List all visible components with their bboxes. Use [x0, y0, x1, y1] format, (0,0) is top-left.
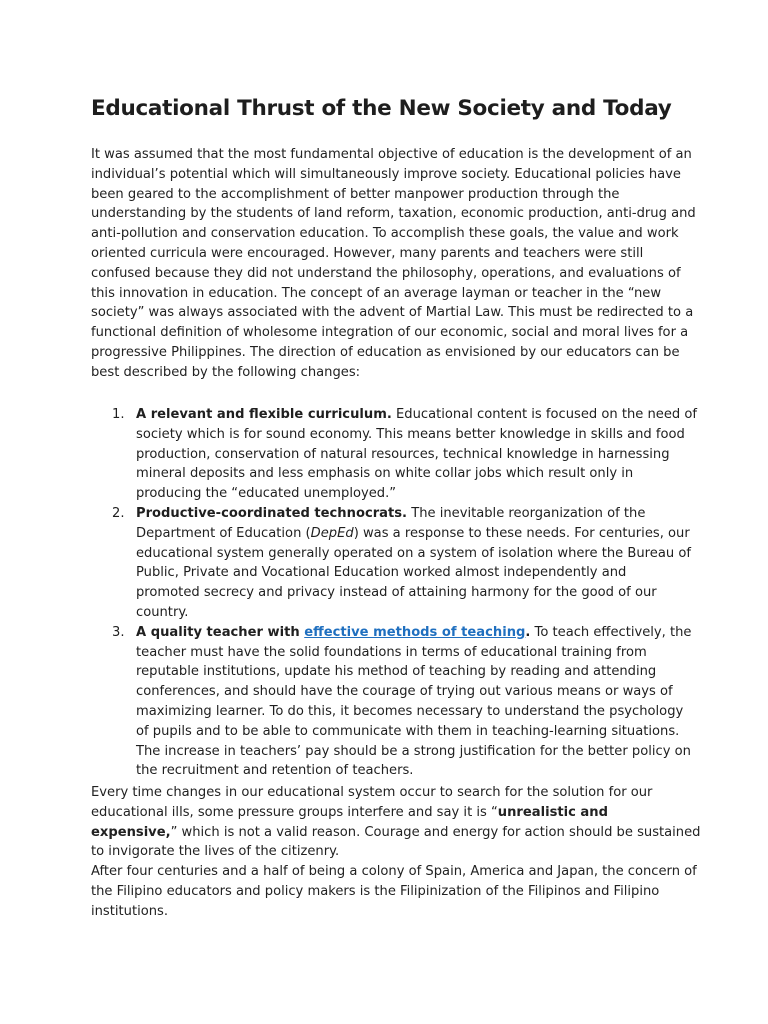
- text-span: The inevitable reorganization of the: [407, 505, 646, 521]
- text-span: Department of Education (: [136, 525, 311, 541]
- text-line: [136, 405, 698, 425]
- text-line: production, conservation of natural resources, technical knowledge in harnessing: [136, 446, 670, 462]
- text-line: [91, 803, 691, 823]
- text-line: mineral deposits and less emphasis on white collar jobs which result only in: [136, 466, 634, 482]
- text-line: conferences, and should have the courage of trying out various means or ways of: [136, 684, 673, 700]
- text-line: reputable institutions, update his method of teaching by reading and attending: [136, 664, 657, 680]
- changes-list: [91, 405, 698, 781]
- text-line: this innovation in education. The concept of an average layman or teacher in the “new: [91, 285, 662, 301]
- text-line: the recruitment and retention of teachers.: [136, 763, 414, 779]
- text-line: individual’s potential which will simultaneously improve society. Educational policies have: [91, 166, 681, 182]
- text-line: society” was always associated with the advent of Martial Law. This must be redirected to a: [91, 305, 694, 321]
- closing-paragraphs: [91, 783, 701, 922]
- list-item-heading: Productive-coordinated technocrats.: [136, 505, 408, 521]
- text-line: producing the “educated unemployed.”: [136, 486, 397, 502]
- list-item-heading: A quality teacher with: [136, 624, 305, 640]
- text-line: society which is for sound economy. This means better knowledge in skills and food: [136, 426, 685, 442]
- text-line: [91, 823, 701, 843]
- text-line: educational system generally operated on a system of isolation where the Bureau of: [136, 545, 691, 561]
- emphasis-text: expensive,: [91, 824, 171, 840]
- text-line: to invigorate the lives of the citizenry.: [91, 844, 340, 860]
- list-number: 1.: [112, 407, 125, 422]
- intro-paragraph: [91, 145, 696, 383]
- list-number: 2.: [112, 505, 125, 521]
- text-span: To teach effectively, the: [530, 624, 692, 640]
- text-line: [136, 524, 691, 544]
- text-line: confused because they did not understand the philosophy, operations, and evaluations of: [91, 265, 681, 281]
- emphasis-text: unrealistic and: [497, 804, 608, 820]
- text-line: functional definition of wholesome integration of our economic, social and moral lives for a: [91, 325, 689, 341]
- list-item: [91, 504, 691, 623]
- text-line: The increase in teachers’ pay should be a strong justification for the better policy on: [136, 743, 691, 759]
- text-line: progressive Philippines. The direction of education as envisioned by our educators can be: [91, 344, 680, 360]
- text-line: understanding by the students of land reform, taxation, economic production, anti-drug and: [91, 206, 696, 222]
- text-line: been geared to the accomplishment of better manpower production through the: [91, 186, 620, 202]
- text-line: It was assumed that the most fundamental objective of education is the development of an: [91, 147, 692, 162]
- text-line: oriented curricula were encouraged. However, many parents and teachers were still: [91, 245, 644, 261]
- text-line: After four centuries and a half of being a colony of Spain, America and Japan, the concern of: [91, 864, 697, 880]
- text-line: Every time changes in our educational system occur to search for the solution for our: [91, 785, 653, 800]
- text-line: [136, 504, 691, 524]
- text-line: anti-pollution and conservation education. To accomplish these goals, the value and work: [91, 226, 679, 242]
- text-span: educational ills, some pressure groups interfere and say it is “: [91, 804, 498, 820]
- list-item: [91, 405, 698, 504]
- text-line: institutions.: [91, 903, 169, 919]
- effective-methods-link[interactable]: effective methods of teaching: [304, 624, 526, 640]
- text-line: [136, 623, 691, 643]
- text-line: country.: [136, 604, 189, 620]
- text-line: maximizing learner. To do this, it becomes necessary to understand the psychology: [136, 703, 684, 719]
- text-span: Educational content is focused on the need of: [391, 407, 698, 422]
- text-line: best described by the following changes:: [91, 364, 361, 380]
- text-span: ” which is not a valid reason. Courage and energy for action should be sustained: [170, 824, 701, 840]
- deped-abbrev: DepEd: [310, 525, 354, 541]
- heading-period: .: [525, 624, 531, 640]
- page-title: Educational Thrust of the New Society and Today: [91, 96, 672, 121]
- text-line: Public, Private and Vocational Education worked almost independently and: [136, 565, 627, 581]
- text-line: teacher must have the solid foundations in terms of educational training from: [136, 644, 647, 660]
- text-span: ) was a response to these needs. For centuries, our: [353, 525, 690, 541]
- list-item: [91, 623, 691, 781]
- text-line: the Filipino educators and policy makers is the Filipinization of the Filipinos and Filipino: [91, 883, 660, 899]
- text-line: of pupils and to be able to communicate with them in teaching-learning situations.: [136, 723, 680, 739]
- list-item-heading: A relevant and flexible curriculum.: [136, 407, 392, 422]
- text-line: promoted secrecy and privacy instead of attaining harmony for the good of our: [136, 585, 657, 601]
- list-number: 3.: [112, 624, 125, 640]
